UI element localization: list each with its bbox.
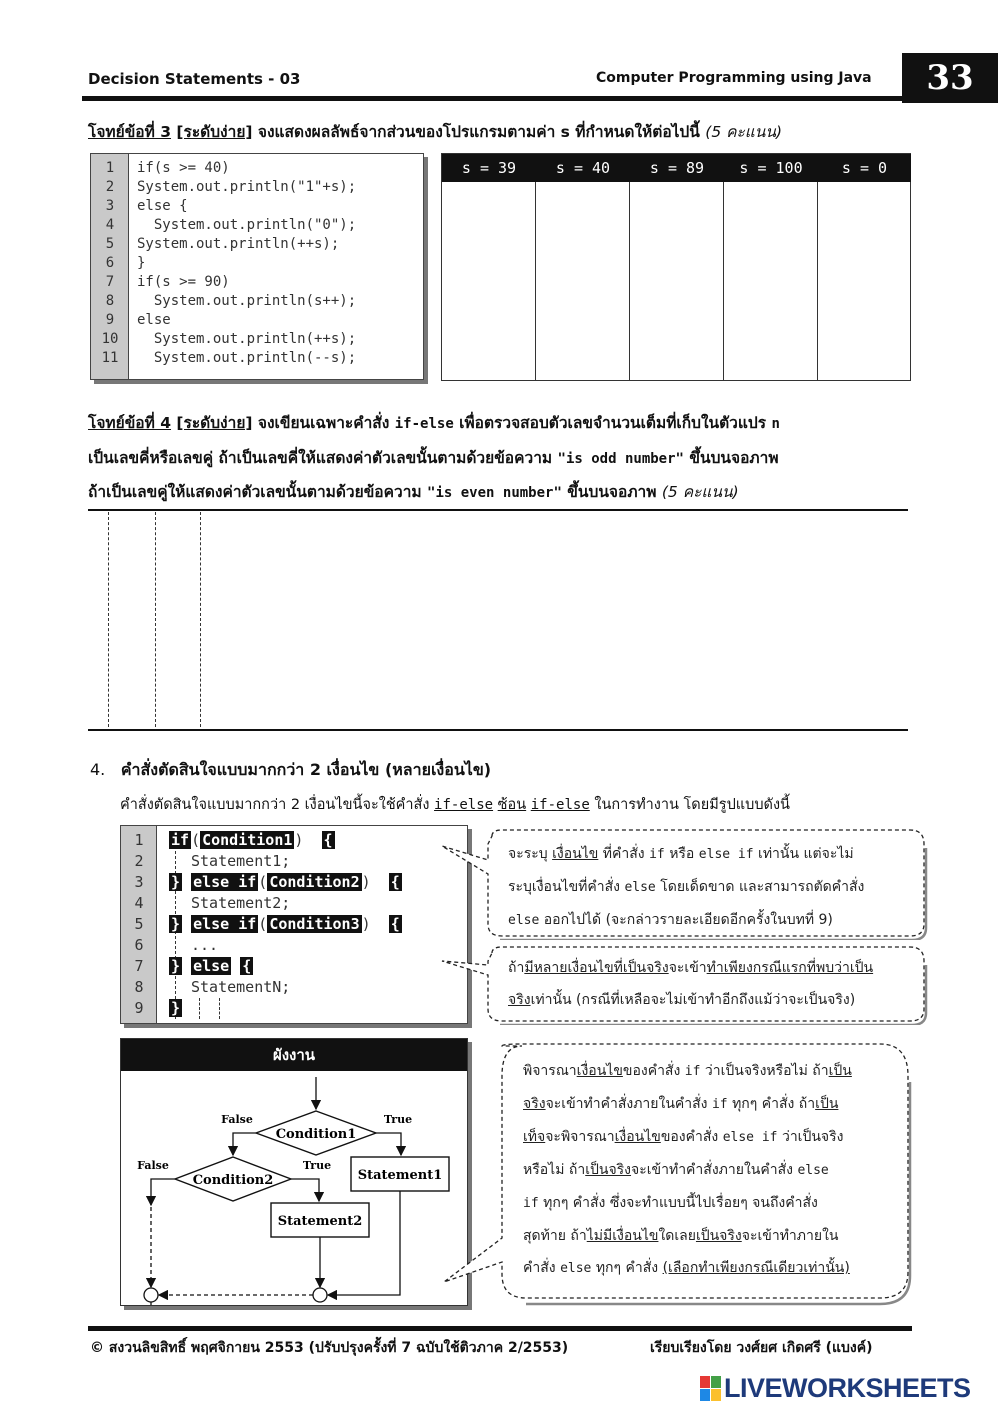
code: if — [684, 1064, 701, 1079]
line-number: 5 — [134, 915, 144, 933]
text: เท่านั้น แต่จะไม่ — [758, 846, 854, 862]
cond3: Condition3 — [269, 915, 360, 933]
table-header-s39: s = 39 — [442, 154, 536, 182]
indent-guide — [108, 512, 109, 727]
q4-score: (5 คะแนน) — [661, 483, 739, 501]
q3-score: (5 คะแนน) — [705, 123, 783, 141]
text: ว่าเป็นจริง — [781, 1129, 844, 1145]
text: ที่คำสั่ง — [602, 846, 645, 862]
code: else — [624, 880, 656, 895]
answer-cell-s0[interactable] — [818, 182, 911, 380]
bubble3-line2 — [523, 1088, 852, 1121]
section4-number: 4. — [90, 760, 106, 779]
header-right-title: Computer Programming using Java — [596, 70, 872, 86]
q3-text: จงแสดงผลลัพธ์จากส่วนของโปรแกรมตามค่า s ที่กำหนดให้ต่อไปนี้ — [257, 123, 700, 141]
condition1-label: Condition1 — [275, 1127, 357, 1142]
intro-text: ซ้อน — [497, 797, 527, 813]
text: ของคำสั่ง — [660, 1129, 719, 1145]
q4-level: [ระดับง่าย] — [176, 414, 253, 432]
text: ระบุเงื่อนไขที่คำสั่ง — [508, 879, 620, 895]
line-number: 3 — [134, 873, 144, 891]
q4-code: "is even number" — [427, 485, 562, 501]
text: จะเข้า — [668, 960, 707, 976]
text: หรือไม่ ถ้า — [523, 1162, 586, 1178]
code: else if — [698, 847, 754, 862]
false-label: False — [137, 1159, 169, 1172]
flowchart-diagram — [121, 1071, 467, 1305]
code-line: } — [137, 255, 146, 271]
text: ถ้า — [508, 960, 525, 976]
code: else — [508, 913, 540, 928]
syntax-line-6: ... — [191, 936, 219, 954]
code: else — [560, 1261, 592, 1276]
statement2-label: Statement2 — [277, 1214, 363, 1229]
line-number: 9 — [105, 312, 115, 328]
footer-rule — [88, 1326, 912, 1331]
bubble3-line4 — [523, 1154, 852, 1187]
text: มีหลายเงื่อนไขที่เป็นจริง — [524, 960, 669, 976]
q4-text: ขึ้นบนจอภาพ — [567, 483, 657, 501]
q4-text: จงเขียนเฉพาะคำสั่ง — [257, 414, 390, 432]
line-number: 4 — [105, 217, 115, 233]
bubble2-line1 — [508, 952, 873, 984]
line-number: 8 — [134, 978, 144, 996]
true-label: True — [302, 1159, 332, 1172]
text: ทำเพียงกรณีแรกที่พบว่าเป็น — [706, 960, 874, 976]
text: โดยเด็ดขาด และสามารถตัดคำสั่ง — [660, 879, 865, 895]
brace: { — [390, 873, 400, 891]
intro-text: ในการทำงาน โดยมีรูปแบบดังนี้ — [594, 797, 790, 813]
block-guide — [199, 998, 200, 1019]
code-line: System.out.println(--s); — [137, 350, 357, 366]
syntax-line-7 — [169, 956, 253, 977]
text: จะระบุ — [508, 846, 548, 862]
line-number: 7 — [134, 957, 144, 975]
text: (เลือกทำเพียงกรณีเดียวเท่านั้น) — [662, 1260, 850, 1276]
kw-else-if: else if — [193, 873, 257, 891]
connector — [144, 1288, 158, 1302]
text: จะพิจารณา — [545, 1129, 615, 1145]
answer-area-bottom-rule — [88, 729, 908, 731]
q4-text: เพื่อตรวจสอบตัวเลขจำนวนเต็มที่เก็บในตัวแปร — [459, 414, 767, 432]
q4-code: if-else — [394, 416, 454, 432]
line-number: 7 — [105, 274, 115, 290]
intro-code: if-else — [530, 797, 590, 813]
brace: } — [171, 873, 181, 891]
line-number: 3 — [105, 198, 115, 214]
header-left-title: Decision Statements - 03 — [88, 70, 301, 88]
header-rule — [82, 96, 902, 101]
flow-arrow — [291, 1179, 319, 1201]
text: จะเข้าทำคำสั่งภายในคำสั่ง — [545, 1096, 708, 1112]
brace: { — [242, 957, 252, 975]
syntax-line-2: Statement1; — [191, 852, 291, 870]
flow-arrow — [233, 1133, 256, 1155]
q4-line3 — [88, 477, 739, 508]
line-number: 4 — [134, 894, 144, 912]
code-line: System.out.println(++s); — [137, 236, 340, 252]
bubble2-line2 — [508, 984, 873, 1016]
answer-cell-s39[interactable] — [442, 182, 536, 380]
text: ไม่มีเงื่อนไข — [586, 1228, 659, 1244]
syntax-line-9 — [169, 998, 182, 1019]
text: จะเข้าทำคำสั่งภายในคำสั่ง — [631, 1162, 793, 1178]
line-number: 6 — [105, 255, 115, 271]
true-label: True — [383, 1113, 413, 1126]
code: else if — [722, 1130, 778, 1145]
intro-text: คำสั่งตัดสินใจแบบมากกว่า 2 เงื่อนไขนี้จะใช้คำสั่ง — [120, 797, 430, 813]
code: if — [711, 1097, 728, 1112]
text: พิจารณา — [523, 1063, 577, 1079]
brace: } — [171, 999, 181, 1017]
syntax-line-8: StatementN; — [191, 978, 291, 996]
line-number: 6 — [134, 936, 144, 954]
q3-prompt — [88, 117, 782, 147]
bubble1-line1 — [508, 838, 864, 871]
text: เท็จ — [523, 1129, 546, 1145]
bubble3-line1 — [523, 1055, 852, 1088]
watermark-text: LIVEWORKSHEETS — [724, 1373, 971, 1403]
text: จะเข้าทำภายใน — [741, 1228, 839, 1244]
brace: { — [390, 915, 400, 933]
cond2: Condition2 — [269, 873, 360, 891]
section4-heading — [90, 758, 491, 783]
text: ทุกๆ คำสั่ง ถ้า — [732, 1096, 816, 1112]
footer-author: เรียบเรียงโดย วงศ์ยศ เกิดศรี (แบงค์) — [650, 1340, 873, 1356]
bubble3-line6 — [523, 1220, 852, 1252]
line-number: 1 — [134, 831, 144, 849]
answer-cell-s100[interactable] — [724, 182, 818, 380]
code-line: System.out.println(++s); — [137, 331, 357, 347]
table-header-s100: s = 100 — [724, 154, 818, 182]
bubble3-line5 — [523, 1187, 852, 1220]
text: เป็น — [815, 1096, 839, 1112]
code-line: else { — [137, 198, 188, 214]
text: หรือ — [669, 846, 695, 862]
syntax-code-box — [120, 825, 468, 1024]
syntax-line-4: Statement2; — [191, 894, 291, 912]
line-number: 11 — [101, 350, 119, 366]
q4-text: เป็นเลขคี่หรือเลขคู่ ถ้าเป็นเลขคี่ให้แสดงค่าตัวเลขนั้นตามด้วยข้อความ — [88, 449, 553, 467]
text: ทุกๆ คำสั่ง — [595, 1260, 659, 1276]
bubble3-text — [523, 1055, 852, 1285]
intro-code: if-else — [434, 797, 494, 813]
bubble1-text — [508, 838, 864, 937]
flowchart-box — [120, 1038, 468, 1306]
line-number: 2 — [105, 179, 115, 195]
liveworksheets-logo-icon — [700, 1376, 722, 1402]
q3-answer-table — [441, 153, 911, 381]
table-header-s40: s = 40 — [536, 154, 630, 182]
bubble1-line3 — [508, 904, 864, 937]
line-number: 10 — [101, 331, 119, 347]
text: ของคำสั่ง — [622, 1063, 681, 1079]
q4-code: n — [771, 416, 780, 432]
table-header-s89: s = 89 — [630, 154, 724, 182]
line-number: 9 — [134, 999, 144, 1017]
text: เงื่อนไข — [614, 1129, 661, 1145]
answer-cell-s89[interactable] — [630, 182, 724, 380]
flow-arrow — [151, 1179, 175, 1205]
code-line: if(s >= 40) — [137, 160, 230, 176]
syntax-line-5: } else if ( Condition3 ) { — [171, 915, 400, 933]
condition2-label: Condition2 — [192, 1173, 274, 1188]
kw-else-if: else if — [193, 915, 257, 933]
code-line: if(s >= 90) — [137, 274, 230, 290]
q4-line1 — [88, 408, 780, 439]
flowchart-title: ผังงาน — [121, 1039, 467, 1071]
q4-code: "is odd number" — [557, 451, 684, 467]
q4-text: ถ้าเป็นเลขคู่ให้แสดงค่าตัวเลขนั้นตามด้วยข้อความ — [88, 483, 422, 501]
code-line: else — [137, 312, 171, 328]
q4-label: โจทย์ข้อที่ 4 — [88, 414, 172, 432]
code: if — [523, 1196, 539, 1211]
text: คำสั่ง — [523, 1260, 556, 1276]
text: ทุกๆ คำสั่ง ซึ่งจะทำแบบนี้ไปเรื่อยๆ จนถึงคำสั่ง — [543, 1195, 818, 1211]
answer-area-top-rule — [88, 509, 908, 511]
q3-level: [ระดับง่าย] — [176, 123, 253, 141]
false-label: False — [221, 1113, 253, 1126]
code-line: System.out.println("0"); — [137, 217, 357, 233]
code-line: System.out.println(s++); — [137, 293, 357, 309]
q4-answer-area[interactable] — [110, 512, 905, 727]
line-number: 1 — [105, 160, 115, 176]
text: ว่าเป็นจริงหรือไม่ ถ้า — [704, 1063, 829, 1079]
code-line: System.out.println("1"+s); — [137, 179, 357, 195]
q4-line2 — [88, 443, 779, 474]
line-number: 5 — [105, 236, 115, 252]
connector — [313, 1288, 327, 1302]
text: สุดท้าย ถ้า — [523, 1228, 587, 1244]
q3-code-box — [90, 153, 424, 380]
text: เท่านั้น (กรณีที่เหลือจะไม่เข้าทำอีกถึงแม้ว่าจะเป็นจริง) — [530, 992, 856, 1008]
kw-else: else — [193, 957, 230, 975]
code: if — [649, 847, 665, 862]
kw-if: if — [171, 831, 190, 849]
block-guide — [219, 998, 220, 1019]
brace: } — [171, 957, 181, 975]
text: ออกไปได้ (จะกล่าวรายละเอียดอีกครั้งในบทที่ 9) — [543, 912, 833, 928]
bubble3-line3 — [523, 1121, 852, 1154]
text: เป็นจริง — [585, 1162, 632, 1178]
text: เป็น — [828, 1063, 852, 1079]
text: เงื่อนไข — [576, 1063, 623, 1079]
section4-intro — [120, 793, 790, 816]
q4-text: ขึ้นบนจอภาพ — [689, 449, 779, 467]
cond1: Condition1 — [202, 831, 293, 849]
line-number: 8 — [105, 293, 115, 309]
syntax-line-1: if ( Condition1 ) { — [171, 831, 333, 849]
section4-title: คำสั่งตัดสินใจแบบมากกว่า 2 เงื่อนไข (หลายเงื่อนไข) — [120, 760, 492, 779]
text: ใดเลย — [658, 1228, 696, 1244]
flow-arrow — [376, 1133, 401, 1155]
footer-copyright: © สงวนลิขสิทธิ์ พฤศจิกายน 2553 (ปรับปรุงครั้งที่ 7 ฉบับใช้ติวภาค 2/2553) — [90, 1340, 569, 1356]
bubble2-text — [508, 952, 873, 1016]
table-header-s0: s = 0 — [818, 154, 911, 182]
text: เป็นจริง — [695, 1228, 742, 1244]
text: เงื่อนไข — [552, 846, 599, 862]
bubble3-line7 — [523, 1252, 852, 1285]
page-number: 33 — [902, 53, 998, 103]
brace: } — [171, 915, 181, 933]
line-number: 2 — [134, 852, 144, 870]
brace: { — [323, 831, 333, 849]
q3-label: โจทย์ข้อที่ 3 — [88, 123, 172, 141]
statement1-label: Statement1 — [357, 1168, 443, 1183]
bubble1-line2 — [508, 871, 864, 904]
text: จริง — [523, 1096, 546, 1112]
syntax-line-3: } else if ( Condition2 ) { — [171, 873, 400, 891]
code: else — [797, 1163, 829, 1178]
text: จริง — [508, 992, 531, 1008]
answer-cell-s40[interactable] — [536, 182, 630, 380]
